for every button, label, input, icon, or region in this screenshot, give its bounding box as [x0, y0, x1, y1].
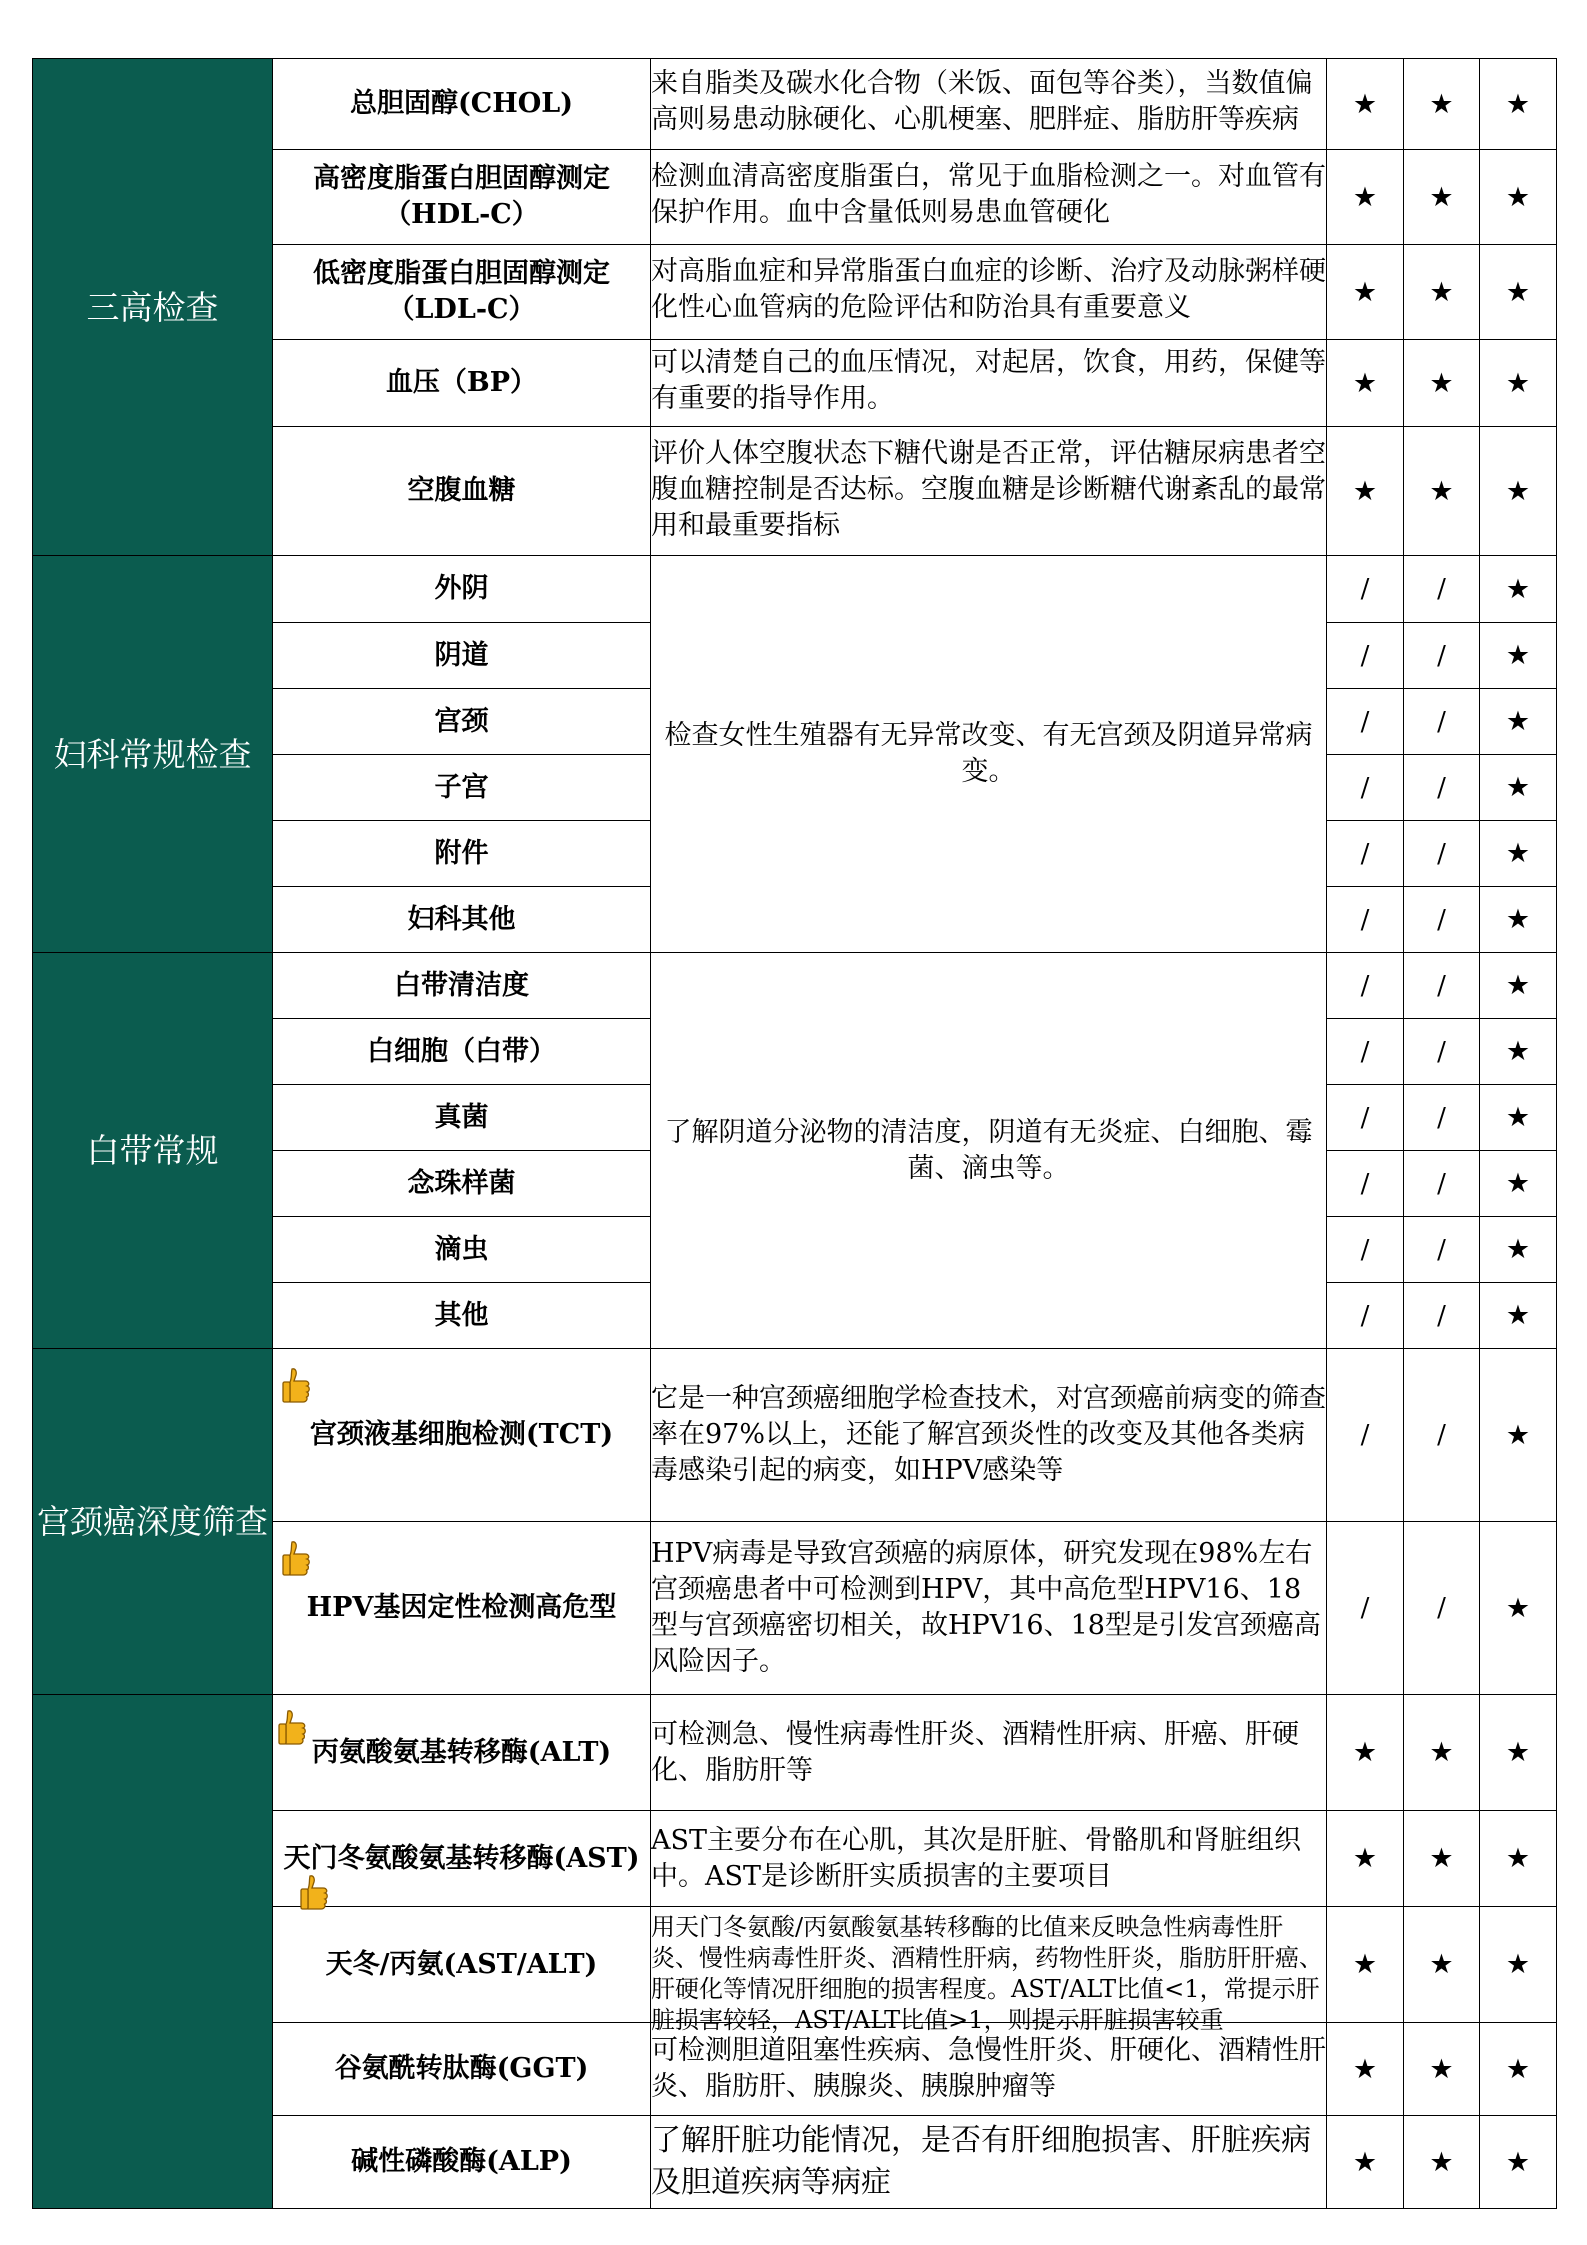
- item-cell: 子宫: [273, 755, 651, 821]
- item-cell: 白细胞（白带）: [273, 1019, 651, 1085]
- mark-cell: ★: [1327, 340, 1404, 427]
- mark-cell: ★: [1327, 1907, 1404, 2023]
- mark-cell: ★: [1404, 1811, 1480, 1907]
- mark-cell: /: [1327, 556, 1404, 623]
- checkup-table: [32, 58, 1557, 2209]
- mark-cell: ★: [1480, 556, 1557, 623]
- thumbs-up-icon: [281, 1367, 311, 1403]
- item-label: 天门冬氨酸氨基转移酶(AST): [283, 1842, 640, 1874]
- mark-cell: ★: [1480, 1811, 1557, 1907]
- mark-cell: ★: [1480, 1085, 1557, 1151]
- mark-cell: ★: [1327, 2116, 1404, 2209]
- description-cell: AST主要分布在心肌，其次是肝脏、骨骼肌和肾脏组织中。AST是诊断肝实质损害的主要项目: [651, 1811, 1327, 1907]
- mark-cell: ★: [1404, 340, 1480, 427]
- item-cell: 念珠样菌: [273, 1151, 651, 1217]
- category-cell: 妇科常规检查: [33, 556, 273, 953]
- mark-cell: ★: [1327, 1811, 1404, 1907]
- description-cell: 了解阴道分泌物的清洁度，阴道有无炎症、白细胞、霉菌、滴虫等。: [651, 953, 1327, 1349]
- mark-cell: /: [1327, 953, 1404, 1019]
- mark-cell: ★: [1480, 2023, 1557, 2116]
- description-cell: 评价人体空腹状态下糖代谢是否正常，评估糖尿病患者空腹血糖控制是否达标。空腹血糖是诊断糖代谢紊乱的最常用和最重要指标: [651, 427, 1327, 556]
- description-cell: 了解肝脏功能情况，是否有肝细胞损害、肝脏疾病及胆道疾病等病症: [651, 2116, 1327, 2209]
- mark-cell: /: [1404, 1217, 1480, 1283]
- mark-cell: ★: [1404, 427, 1480, 556]
- description-cell: 来自脂类及碳水化合物（米饭、面包等谷类），当数值偏高则易患动脉硬化、心肌梗塞、肥胖症、脂肪肝等疾病: [651, 59, 1327, 150]
- mark-cell: ★: [1480, 1151, 1557, 1217]
- mark-cell: /: [1327, 887, 1404, 953]
- description-cell: 可检测急、慢性病毒性肝炎、酒精性肝病、肝癌、肝硬化、脂肪肝等: [651, 1695, 1327, 1811]
- item-cell: 谷氨酰转肽酶(GGT): [273, 2023, 651, 2116]
- item-cell: 其他: [273, 1283, 651, 1349]
- mark-cell: ★: [1327, 2023, 1404, 2116]
- category-cell: 三高检查: [33, 59, 273, 556]
- mark-cell: ★: [1327, 59, 1404, 150]
- mark-cell: ★: [1480, 623, 1557, 689]
- mark-cell: /: [1404, 1019, 1480, 1085]
- item-cell: [273, 1695, 651, 1811]
- mark-cell: ★: [1480, 755, 1557, 821]
- category-cell: 宫颈癌深度筛查: [33, 1349, 273, 1695]
- mark-cell: ★: [1480, 1217, 1557, 1283]
- mark-cell: ★: [1480, 1283, 1557, 1349]
- mark-cell: ★: [1480, 150, 1557, 245]
- thumbs-up-icon: [299, 1874, 329, 1910]
- mark-cell: ★: [1480, 1907, 1557, 2023]
- item-cell: 天冬/丙氨(AST/ALT): [273, 1907, 651, 2023]
- item-cell: 附件: [273, 821, 651, 887]
- mark-cell: ★: [1480, 2116, 1557, 2209]
- description-cell: 它是一种宫颈癌细胞学检查技术，对宫颈癌前病变的筛查率在97%以上，还能了解宫颈炎性的改变及其他各类病毒感染引起的病变，如HPV感染等: [651, 1349, 1327, 1522]
- mark-cell: ★: [1480, 1019, 1557, 1085]
- item-label: 宫颈液基细胞检测(TCT): [309, 1419, 614, 1450]
- item-cell: [273, 1349, 651, 1522]
- mark-cell: ★: [1480, 427, 1557, 556]
- table-row: [33, 556, 1557, 623]
- description-cell: 检测血清高密度脂蛋白，常见于血脂检测之一。对血管有保护作用。血中含量低则易患血管硬化: [651, 150, 1327, 245]
- description-cell: 可以清楚自己的血压情况，对起居，饮食，用药，保健等有重要的指导作用。: [651, 340, 1327, 427]
- mark-cell: /: [1327, 1085, 1404, 1151]
- mark-cell: /: [1327, 1151, 1404, 1217]
- item-cell: 空腹血糖: [273, 427, 651, 556]
- mark-cell: /: [1327, 623, 1404, 689]
- mark-cell: /: [1327, 1217, 1404, 1283]
- table-row: [33, 1695, 1557, 1811]
- item-cell: 血压（BP）: [273, 340, 651, 427]
- thumbs-up-icon: [277, 1709, 307, 1745]
- mark-cell: ★: [1480, 821, 1557, 887]
- mark-cell: /: [1404, 887, 1480, 953]
- mark-cell: ★: [1480, 59, 1557, 150]
- item-cell: 阴道: [273, 623, 651, 689]
- mark-cell: /: [1327, 821, 1404, 887]
- mark-cell: /: [1404, 755, 1480, 821]
- mark-cell: ★: [1327, 245, 1404, 340]
- description-cell: HPV病毒是导致宫颈癌的病原体，研究发现在98%左右宫颈癌患者中可检测到HPV，其中高危型HPV16、18型与宫颈癌密切相关，故HPV16、18型是引发宫颈癌高风险因子。: [651, 1522, 1327, 1695]
- mark-cell: ★: [1404, 1907, 1480, 2023]
- item-cell: 外阴: [273, 556, 651, 623]
- mark-cell: /: [1327, 755, 1404, 821]
- item-cell: 妇科其他: [273, 887, 651, 953]
- mark-cell: ★: [1404, 1695, 1480, 1811]
- mark-cell: ★: [1480, 1349, 1557, 1522]
- item-cell: 高密度脂蛋白胆固醇测定（HDL-C）: [273, 150, 651, 245]
- table-row: [33, 59, 1557, 150]
- mark-cell: ★: [1327, 427, 1404, 556]
- thumbs-up-icon: [281, 1540, 311, 1576]
- item-cell: [273, 1811, 651, 1907]
- item-cell: 真菌: [273, 1085, 651, 1151]
- item-cell: 宫颈: [273, 689, 651, 755]
- item-label: 丙氨酸氨基转移酶(ALT): [311, 1736, 612, 1768]
- category-cell: [33, 1695, 273, 2209]
- mark-cell: ★: [1480, 953, 1557, 1019]
- mark-cell: /: [1327, 1522, 1404, 1695]
- item-cell: 低密度脂蛋白胆固醇测定（LDL-C）: [273, 245, 651, 340]
- mark-cell: ★: [1327, 150, 1404, 245]
- mark-cell: /: [1327, 1283, 1404, 1349]
- mark-cell: /: [1327, 1019, 1404, 1085]
- mark-cell: /: [1404, 623, 1480, 689]
- mark-cell: ★: [1327, 1695, 1404, 1811]
- mark-cell: /: [1327, 689, 1404, 755]
- mark-cell: /: [1404, 1151, 1480, 1217]
- item-cell: 滴虫: [273, 1217, 651, 1283]
- item-cell: 碱性磷酸酶(ALP): [273, 2116, 651, 2209]
- mark-cell: /: [1404, 1283, 1480, 1349]
- mark-cell: ★: [1404, 59, 1480, 150]
- mark-cell: ★: [1404, 150, 1480, 245]
- item-cell: [273, 1522, 651, 1695]
- mark-cell: /: [1404, 821, 1480, 887]
- item-cell: 白带清洁度: [273, 953, 651, 1019]
- mark-cell: ★: [1480, 1695, 1557, 1811]
- description-cell: 可检测胆道阻塞性疾病、急慢性肝炎、肝硬化、酒精性肝炎、脂肪肝、胰腺炎、胰腺肿瘤等: [651, 2023, 1327, 2116]
- description-cell: 对高脂血症和异常脂蛋白血症的诊断、治疗及动脉粥样硬化性心血管病的危险评估和防治具有重要意义: [651, 245, 1327, 340]
- mark-cell: ★: [1480, 887, 1557, 953]
- mark-cell: /: [1404, 1085, 1480, 1151]
- mark-cell: ★: [1404, 245, 1480, 340]
- mark-cell: ★: [1480, 340, 1557, 427]
- item-cell: 总胆固醇(CHOL): [273, 59, 651, 150]
- item-label: HPV基因定性检测高危型: [306, 1592, 617, 1623]
- mark-cell: /: [1404, 689, 1480, 755]
- mark-cell: /: [1404, 953, 1480, 1019]
- mark-cell: ★: [1404, 2023, 1480, 2116]
- mark-cell: ★: [1480, 689, 1557, 755]
- description-cell: 检查女性生殖器有无异常改变、有无宫颈及阴道异常病变。: [651, 556, 1327, 953]
- category-cell: 白带常规: [33, 953, 273, 1349]
- table-row: [33, 953, 1557, 1019]
- table-row: [33, 1349, 1557, 1522]
- description-cell: 用天门冬氨酸/丙氨酸氨基转移酶的比值来反映急性病毒性肝炎、慢性病毒性肝炎、酒精性肝病，药物性肝炎，脂肪肝肝癌、肝硬化等情况肝细胞的损害程度。AST/ALT比值<1，常提示肝脏损害较轻，AST/ALT比值>1，则提示肝脏损害较重: [651, 1907, 1327, 2023]
- mark-cell: ★: [1480, 245, 1557, 340]
- mark-cell: /: [1404, 556, 1480, 623]
- mark-cell: ★: [1404, 2116, 1480, 2209]
- mark-cell: /: [1404, 1522, 1480, 1695]
- mark-cell: /: [1404, 1349, 1480, 1522]
- mark-cell: ★: [1480, 1522, 1557, 1695]
- mark-cell: /: [1327, 1349, 1404, 1522]
